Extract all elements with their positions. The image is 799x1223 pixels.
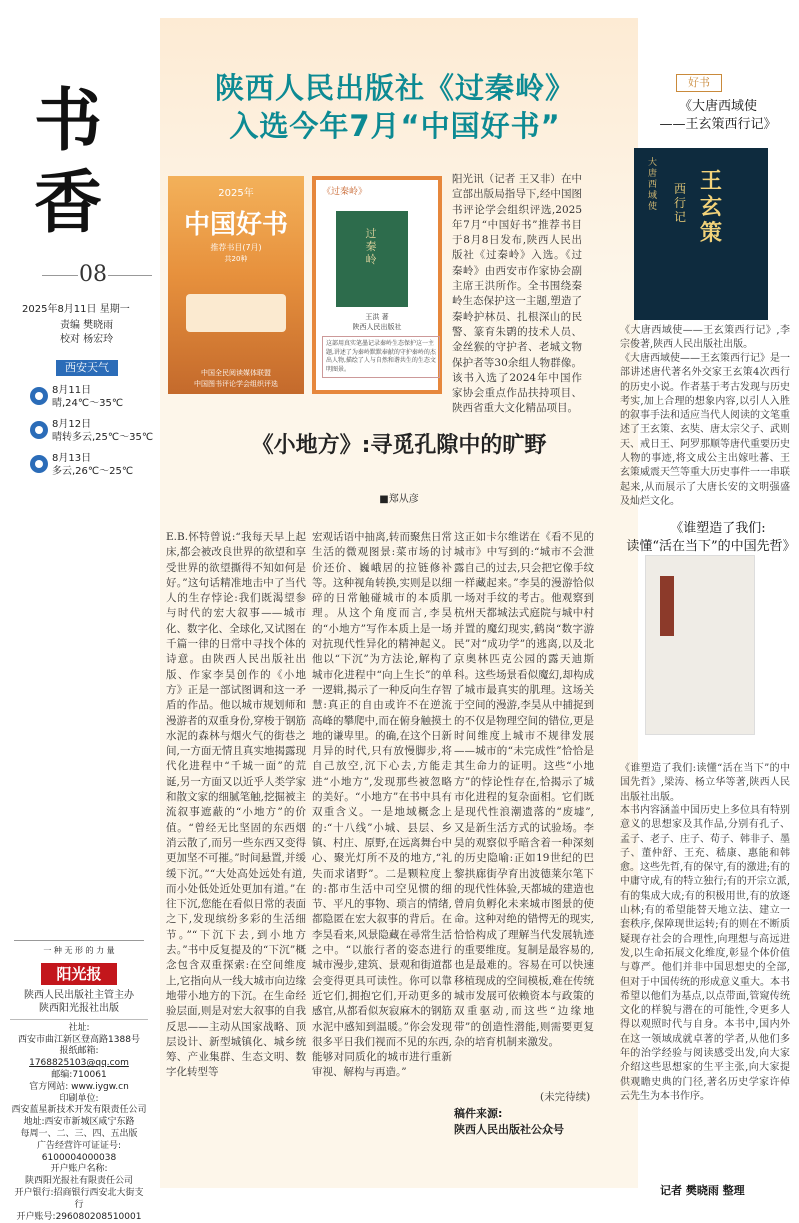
lead-title-line2: 入选今年7月“中国好书” — [229, 109, 561, 143]
footer-line: 开户账号:296080208510001 — [16, 1211, 142, 1222]
footer-line: 每周一、二、三、四、五出版 — [20, 1128, 138, 1139]
book-image — [336, 211, 408, 307]
footer-line: 西安蓝星新技术开发有限责任公司 — [11, 1105, 147, 1116]
issue-date: 2025年8月11日 星期一 — [22, 304, 130, 315]
weather-day: 8月11日 晴,24℃～35℃ — [30, 384, 155, 410]
footer-line: 印刷单位: — [59, 1093, 99, 1104]
right-editor: 记者 樊晓雨 整理 — [660, 1184, 745, 1197]
footer-line: 报纸邮箱: — [59, 1046, 99, 1057]
book-spine-title: 过秦岭 — [365, 227, 377, 266]
email-link[interactable]: 1768825103@qq.com — [29, 1058, 129, 1069]
feature-col-3: 这正如卡尔维诺在《看不见的城市》中写到的:“城市不会泄露自己的过去,只会把它像手纹一样藏起来。”李昊的漫游恰似一场对手纹的考古。他观察到杭州天都城法式庭院与城中村并置的魔幻现实,鹤岗“数字游民”对“成功学”的逃离,以及北京奥林匹克公园的露天迪斯科。这些场景看似魔幻,却构成了城市最真实的肌理。这场关于空间的漫游,李昊从中捕捉到的不仅是物理空间的错位,更是时间维度上城市不规律发展——城市的“未完成性”恰恰是其生命力的证明。这些“小地方”的悖论性存在,恰揭示了城市化进程的复杂面相。它们既是现代性浪潮遗落的“废墟”,又是新生活方式的试验场。李昊的观察似乎暗含着一种深刻的历史隐喻:正如19世纪的巴黎拱廊街孕育出波德莱尔笔下的现代性体验,天都城的建造也曾肩负孵化未来城市图景的使命。这种对绝的错愕无的现实,恰恰构成了理解当代发展轨迹的重要维度。复制是最容易的,也是最难的。容易在可以快速移植现成的空间模板,难在传统城市发展可依赖资本与政策的双重驱动,而这些“边缘地带”的创造性潜能,则需要更复杂的培育机制来激发。 — [454, 531, 594, 1048]
book-illustration — [186, 294, 286, 332]
book2-subtitle: 读懂“活在当下”的中国先哲》 — [626, 539, 796, 554]
book-author: 王洪 著 — [365, 313, 389, 321]
cover-label: 《过秦岭》 — [322, 187, 368, 197]
masthead-char-1: 书 — [34, 82, 103, 161]
footer-line: 广告经营许可证证号: — [36, 1140, 122, 1151]
lead-title-line1: 陕西人民出版社《过秦岭》 — [214, 71, 575, 105]
feature-col-1: E.B.怀特曾说:“我每天早上起床,都会被改良世界的欲望和享受世界的欲望撕得不知如何是好。”这句话精准地击中了当代人的生存悖论:我们既渴望参与时代的宏大叙事——城市化、数字化、全球化,又试图在千篇一律的日常中寻找个体的诗意。由陕西人民出版社出版、作家李昊创作的《小地方》正是一部试图调和这一矛盾的作品。他以城市规划师和漫游者的双重身份,穿梭于钢筋水泥的森林与烟火气的街巷之间,一方面无情且真实地揭露现代化进程中“千城一面”的荒诞,另一方面又以近乎人类学家和散文家的细腻笔触,挖掘被主流叙事遮蔽的“小地方”的价值。“曾经无比坚固的东西烟消云散了,而另一些东西又变得更加坚不可摧。”时间悬置,并缓缓下沉。”“大处高处远处有道,而小处低处近处更加有道。”在往下沉,您能在看似日常的表面之下,发现缤纷多彩的生活细节。”“下沉下去,到小地方去。”书中反复提及的“下沉”概念包含双重探索:在空间维度上,它指向从一线大城市向边缘地带小地方的下沉。在生命经验层面,则是对宏大叙事的自我反思——主动从国家战略、顶层设计、新型城镇化、城乡统筹、产业集群、生态文明、数字化转型等 — [166, 531, 306, 1079]
footer-line: 陕西阳光报社有限责任公司 — [24, 1176, 133, 1187]
footer-line: 西安市曲江新区登高路1388号 — [18, 1034, 140, 1045]
footer-line: 邮编:710061 — [51, 1069, 107, 1080]
cover-top-text: 大唐西域使 — [648, 158, 658, 212]
cover-org: 中国图书评论学会组织评选 — [194, 380, 278, 388]
cover-china-good-books — [168, 176, 304, 394]
slogan: 一 种 无 形 的 力 量 — [14, 940, 144, 957]
website-link[interactable]: 官方网站: www.iygw.cn — [29, 1081, 129, 1092]
book1-subtitle: ——王玄策西行记》 — [659, 117, 777, 132]
footer-line: 6100004000038 — [41, 1152, 117, 1163]
footer-line: 社址: — [68, 1022, 90, 1033]
proof-credit: 校对 杨宏玲 — [60, 334, 114, 345]
cover-year: 2025年 — [218, 188, 254, 199]
book2-description: 本书内容涵盖中国历史上多位具有特别意义的思想家及其作品,分别有孔子、孟子、老子、庄子、荀子、韩非子、墨子、董仲舒、王充、嵇康、惠能和韩愈。这些先哲,有的保守,有的激进;有的中庸守成,有的特立独行;有的开宗立派,有的集成大成;有的积极用世,有的放逐山林;有的希望能替天地立法、建立一套秩序,保障现世运转;有的则在不断质疑现存社会的合理性,向理想与高远进发,以生命拓展文化维度,彰显个体价值与尊严。他们并非中国思想史的全部,但对于中国传统的形成意义重大。本书希望以他们为基点,以点带面,管窥传统文化的样貌与潜在的可能性,令更多人得以观照时代与自身。本书中,国内外在这一领域成就卓著的学者,从他们多年的治学经验与阅读感受出发,向大家介绍这些思想家的生平主张,向大家提供观瞻史典的门径,著名历史学家许倬云先生为本书作序。 — [620, 805, 790, 1102]
book1-credit: 《大唐西域使——王玄策西行记》,李宗俊著,陕西人民出版社出版。 — [620, 325, 790, 351]
lead-body: 阳光讯（记者 王又非）在中宣部出版局指导下,经中国图书评论学会组织评选,2025年7月“中国好书”推荐书目于8月8日发布,陕西人民出版社《过秦岭》入选。《过秦岭》由西安市作家协会副主席王洪所作。全书围绕秦岭生态保护这一主题,塑造了秦岭护林员、扎根深山的民警、篆育朱鹮的技术人员、金丝猴的守护者、老城文物保护者等30余组人物群像。该书入选了2024年中国作家协会重点作品扶持项目、陕西省重大文化精品项目。 — [452, 173, 582, 415]
page-number: 08 — [79, 262, 107, 287]
cover-org: 中国全民阅读媒体联盟 — [201, 369, 271, 377]
cloud-icon — [30, 455, 48, 473]
org-line: 陕西阳光报社出版 — [39, 1002, 119, 1014]
source-label: 稿件来源: — [454, 1107, 503, 1120]
book1-description: 《大唐西域使——王玄策西行记》是一部讲述唐代著名外交家王玄策4次西行的历史小说。作者基于考古发现与历史考实,加上合理的想象内容,以引人入胜的叙事手法和适应当代人阅读的文笔重述了王玄策、玄奘、唐太宗父子、武则天、戒日王、阿罗那顺等唐代重要历史人物的事迹,将文成公主出嫁吐蕃、王玄策威震天竺等重大历史事件一一串联起来,从而展示了大唐长安的文明强盛及灿烂文化。 — [620, 353, 790, 507]
cover-subtitle: 推荐书目(7月) — [210, 243, 262, 252]
weather-day: 8月13日 多云,26℃～25℃ — [30, 452, 155, 478]
sun-icon — [30, 387, 48, 405]
book1-title: 《大唐西域使 — [678, 99, 757, 114]
cloud-sun-icon — [30, 421, 48, 439]
continued-note: (未完待续) — [540, 1091, 591, 1103]
cover-main-title: 王玄策 — [700, 168, 723, 246]
book1-cover — [634, 148, 768, 320]
book2-cover — [645, 555, 755, 735]
book2-title: 《谁塑造了我们: — [670, 521, 766, 536]
newspaper-logo: 阳光报 — [41, 963, 117, 985]
source-name: 陕西人民出版社公众号 — [454, 1123, 564, 1136]
cover-count: 共20种 — [224, 255, 248, 263]
weather-title: 西安天气 — [56, 360, 118, 376]
feature-title: 《小地方》:寻觅孔隙中的旷野 — [251, 433, 547, 458]
book2-credit: 《谁塑造了我们:读懂“活在当下”的中国先哲》,梁涛、杨立华等著,陕西人民出版社出版。 — [620, 763, 790, 803]
cover-stripe — [660, 576, 674, 636]
org-line: 陕西人民出版社主管主办 — [24, 989, 134, 1001]
footer-line: 开户账户名称: — [50, 1164, 108, 1175]
good-book-tag: 好书 — [676, 74, 722, 92]
cover-title: 中国好书 — [183, 210, 288, 240]
book-blurb: 这部用真实笔墨记录秦岭生态保护这一主题,讲述了为秦岭默默奉献的守护秦岭的杰出人物,描绘了人与自然和谐共生的生态文明图景。 — [322, 336, 440, 378]
footer-line: 开户银行:招商银行西安北大街支行 — [14, 1187, 144, 1210]
footer-line: 地址:西安市新城区咸宁东路 — [23, 1117, 135, 1128]
feature-col-2: 宏观话语中抽离,转而聚焦日常生活的微观图景:菜市场的讨价还价、巍峨居的拉链修补等。这种视角转换,实则是以细碎的日常触碰城市的本质肌理。从这个角度而言,李昊的“小地方”写作本质上是一场对抗现代性异化的精神起义。他以“下沉”为方法论,解构了城市化进程中“向上生长”的单一逻辑,揭示了一种反向生存智慧:真正的自由或许不在逆流高峰的攀爬中,而在俯身触摸土地的谦卑里。的确,在这个日新月异的时代,只有放慢脚步,将自己放空,沉下心去,方能走进“小地方”,发现那些被忽略的美好。“小地方”在书中具有双重含义。一是地域概念上的:“十八线”小城、县层、乡镇、村庄、原野,在远离舞台中心、聚光灯所不及的地方,“礼失而求诸野”。二是颗粒度上的:都市生活中司空见惯的细节、平凡的事物、琐言的情绪,都隐匿在宏大叙事的背后。在李昊看来,风景隐藏在尋常生活之中。“以旅行者的姿态进行城市漫步,建筑、景观和街道都会变得更具可读性。你可以靠近它们,拥抱它们,开动更多的感官,从都看似灰寂麻木的钢筋水泥中感知到温暖。”你会发现很多平日我们视而不见的东西,能够对同质化的城市进行重新审视、解构与再造。” — [312, 531, 452, 1079]
feature-author: ■郑从彦 — [379, 494, 419, 505]
masthead-char-2: 香 — [34, 164, 103, 243]
weather-day: 8月12日 晴转多云,25℃～35℃ — [30, 418, 155, 444]
footer-block — [0, 940, 158, 1223]
editor-credit: 责编 樊晓雨 — [60, 320, 114, 331]
cover-subtitle: 西行记 — [674, 182, 687, 224]
book-publisher: 陕西人民出版社 — [352, 323, 402, 331]
